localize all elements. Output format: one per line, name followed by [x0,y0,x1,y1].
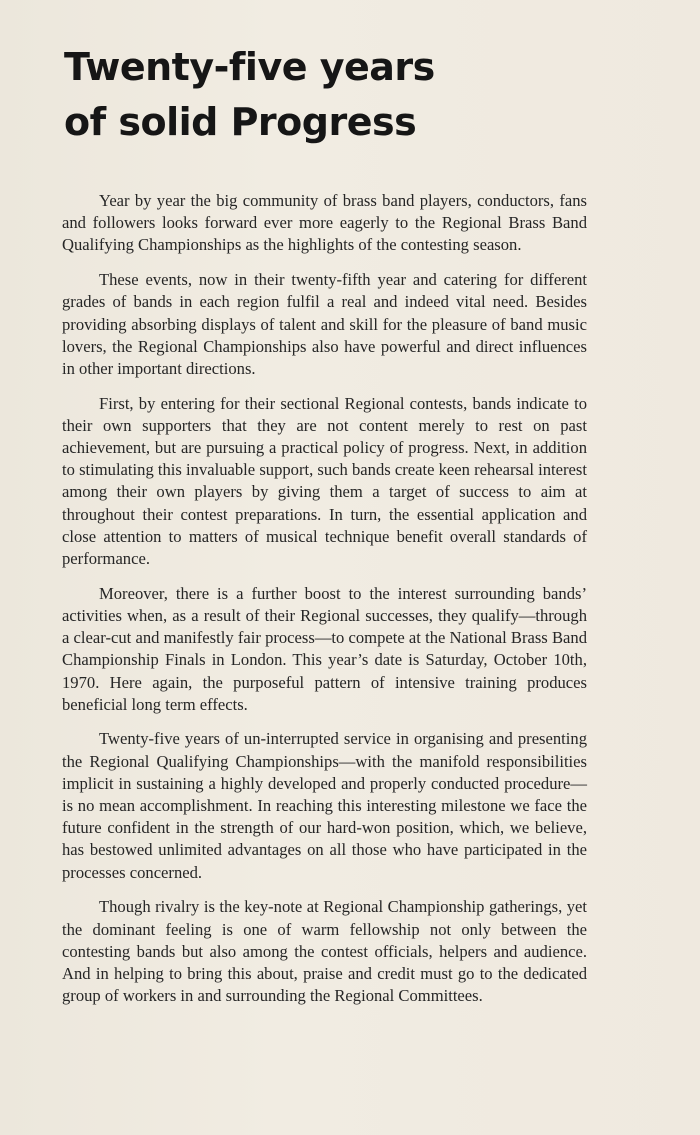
title-line-1: Twenty-five years [64,45,435,89]
paragraph: First, by entering for their sectional Regional contests, bands indicate to their own supporters that they are not content merely to rest on past achievement, but are pursuing a practical policy of progress. Next, in addition to stimulating this invaluable support, such bands create keen rehearsal interest among their own players by giving them a target of success to aim at throughout their contest preparations. In turn, the essential application and close attention to matters of musical technique benefit overall standards of performance. [62,393,587,569]
paragraph: Twenty-five years of un-interrupted service in organising and presenting the Regional Qualifying Championships—with the manifold responsibilities implicit in sustaining a highly developed and properly conducted procedure—is no mean accomplishment. In reaching this interesting milestone we face the future confident in the strength of our hard-won position, which, we believe, has bestowed unlimited advantages on all those who have participated in the processes concerned. [62,729,587,882]
page-title [64,40,624,150]
paragraph: Year by year the big community of brass band players, conductors, fans and followers looks forward ever more eagerly to the Regional Brass Band Qualifying Championships as the highlights of the contesting season. [62,191,587,255]
paragraph: These events, now in their twenty-fifth year and catering for different grades of bands in each region fulfil a real and indeed vital need. Besides providing absorbing displays of talent and skill for the pleasure of band music lovers, the Regional Championships also have powerful and direct influences in other important directions. [62,270,587,378]
title-line-2: of solid Progress [64,100,417,144]
article-body [62,190,587,1020]
paragraph: Though rivalry is the key-note at Regional Championship gatherings, yet the dominant feeling is one of warm fellowship not only between the contesting bands but also among the contest officials, helpers and audience. And in helping to bring this about, praise and credit must go to the dedicated group of workers in and surrounding the Regional Committees. [62,897,587,1006]
paragraph: Moreover, there is a further boost to the interest surrounding bands’ activities when, as a result of their Regional successes, they qualify—through a clear-cut and manifestly fair process—to compete at the National Brass Band Championship Finals in London. This year’s date is Saturday, October 10th, 1970. Here again, the purposeful pattern of intensive training produces beneficial long term effects. [62,583,587,714]
